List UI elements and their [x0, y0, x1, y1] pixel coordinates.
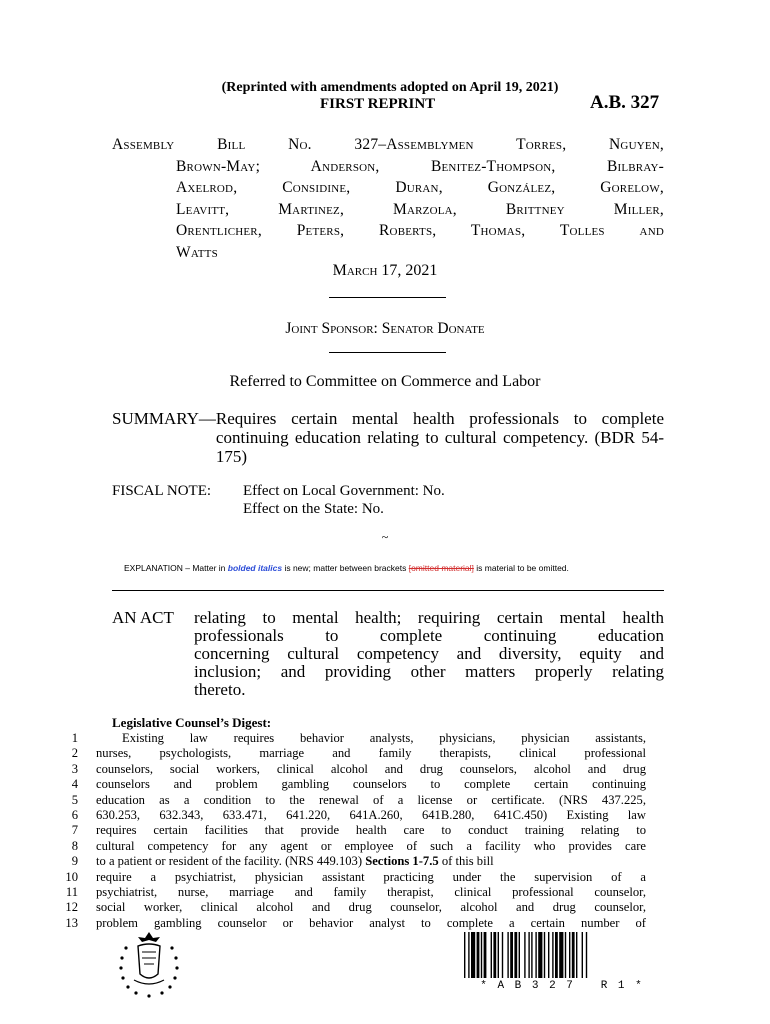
- summary-label: SUMMARY—: [112, 409, 216, 428]
- act-line-5: thereto.: [194, 680, 246, 699]
- barcode-text: * A B 3 2 7 R 1 *: [480, 980, 644, 992]
- summary-block: [112, 409, 664, 466]
- digest-line: 10 require a psychiatrist, physician assistant practicing under the supervision of a: [65, 869, 646, 884]
- referred-to-committee: Referred to Committee on Commerce and Labor: [229, 373, 541, 390]
- sponsors-line-3: Axelrod, Considine, Duran, González, Gorelow,: [176, 179, 664, 196]
- sponsors-continuation: [112, 156, 664, 264]
- divider: [329, 297, 446, 298]
- explanation-prefix: EXPLANATION – Matter in: [124, 563, 228, 573]
- joint-sponsor: Joint Sponsor: Senator Donate: [285, 320, 485, 337]
- sponsors-line-5: Orentlicher, Peters, Roberts, Thomas, Tolles and: [176, 222, 664, 239]
- sponsors-block: [112, 134, 664, 263]
- explanation-omitted: [omitted material]: [408, 563, 474, 573]
- act-line-1: relating to mental health; requiring certain mental health: [194, 608, 664, 627]
- act-label: AN ACT: [112, 608, 174, 627]
- digest-line: 13 problem gambling counselor or behavior analyst to complete a certain number of: [65, 915, 646, 930]
- sponsors-line-1: Assembly Bill No. 327–Assemblymen Torres, Nguyen,: [112, 136, 664, 153]
- digest-sections-ref: Sections 1-7.5: [365, 854, 439, 869]
- digest-body: [0, 731, 770, 931]
- fiscal-note: [112, 482, 672, 518]
- tilde-separator: ~: [381, 530, 389, 544]
- sponsors-line-6: Watts: [176, 243, 218, 261]
- digest-title: Legislative Counsel’s Digest:: [112, 715, 272, 730]
- act-line-3: concerning cultural competency and diversity, equity and: [194, 644, 664, 663]
- nevada-seal-icon: [116, 928, 182, 1000]
- explanation-bolded: bolded italics: [227, 563, 283, 573]
- digest-line: 3 counselors, social workers, clinical alcohol and drug counselors, alcohol and drug: [71, 761, 646, 776]
- explanation-note: [124, 563, 569, 573]
- digest-line: 8 cultural competency for any agent or employee of such a facility who provides care: [71, 838, 646, 853]
- bill-date: March 17, 2021: [332, 262, 438, 279]
- first-reprint-label: FIRST REPRINT: [320, 96, 436, 112]
- digest-line: 4 counselors and problem gambling counselors to complete certain continuing: [71, 777, 646, 792]
- digest-line: 11 psychiatrist, nurse, marriage and family therapist, clinical professional counselor,: [65, 884, 646, 899]
- fiscal-note-label: FISCAL NOTE:: [112, 483, 212, 499]
- digest-line: 1 Existing law requires behavior analysts, physicians, physician assistants,: [71, 731, 646, 745]
- fiscal-state: Effect on the State: No.: [243, 501, 384, 517]
- act-title: [112, 609, 664, 699]
- digest-line: 12 social worker, clinical alcohol and drug counselor, alcohol and drug counselor,: [65, 900, 646, 915]
- reprint-note: (Reprinted with amendments adopted on April 19, 2021): [221, 80, 559, 95]
- digest-line: 7 requires certain facilities that provide health care to conduct training relating to: [71, 823, 646, 838]
- fiscal-local: Effect on Local Government: No.: [243, 483, 445, 499]
- digest-line: 2 nurses, psychologists, marriage and family therapists, clinical professional: [71, 746, 646, 761]
- divider: [329, 352, 446, 353]
- act-text: [194, 609, 664, 699]
- section-divider: [112, 590, 664, 591]
- explanation-suffix: is material to be omitted.: [473, 563, 569, 573]
- digest-line: 6 630.253, 632.343, 633.471, 641.220, 641A.260, 641B.280, 641C.450) Existing law: [71, 807, 646, 822]
- digest-line: 9 to a patient or resident of the facility. (NRS 449.103) Sections 1-7.5 of this bill: [71, 854, 494, 869]
- explanation-middle: is new; matter between brackets: [282, 563, 409, 573]
- bill-number: A.B. 327: [590, 92, 660, 113]
- digest-line: 5 education as a condition to the renewal of a license or certificate. (NRS 437.225,: [71, 792, 646, 807]
- act-line-2: professionals to complete continuing education: [194, 626, 664, 645]
- sponsors-line-4: Leavitt, Martinez, Marzola, Brittney Miller,: [176, 200, 664, 218]
- sponsors-line-2: Brown-May; Anderson, Benitez-Thompson, Bilbray-: [176, 157, 664, 175]
- act-line-4: inclusion; and providing other matters properly relating: [194, 662, 664, 681]
- summary-text: Requires certain mental health professionals to complete continuing education relating to cultural competency. (BDR 54-175): [215, 409, 664, 466]
- barcode-icon: [462, 932, 662, 980]
